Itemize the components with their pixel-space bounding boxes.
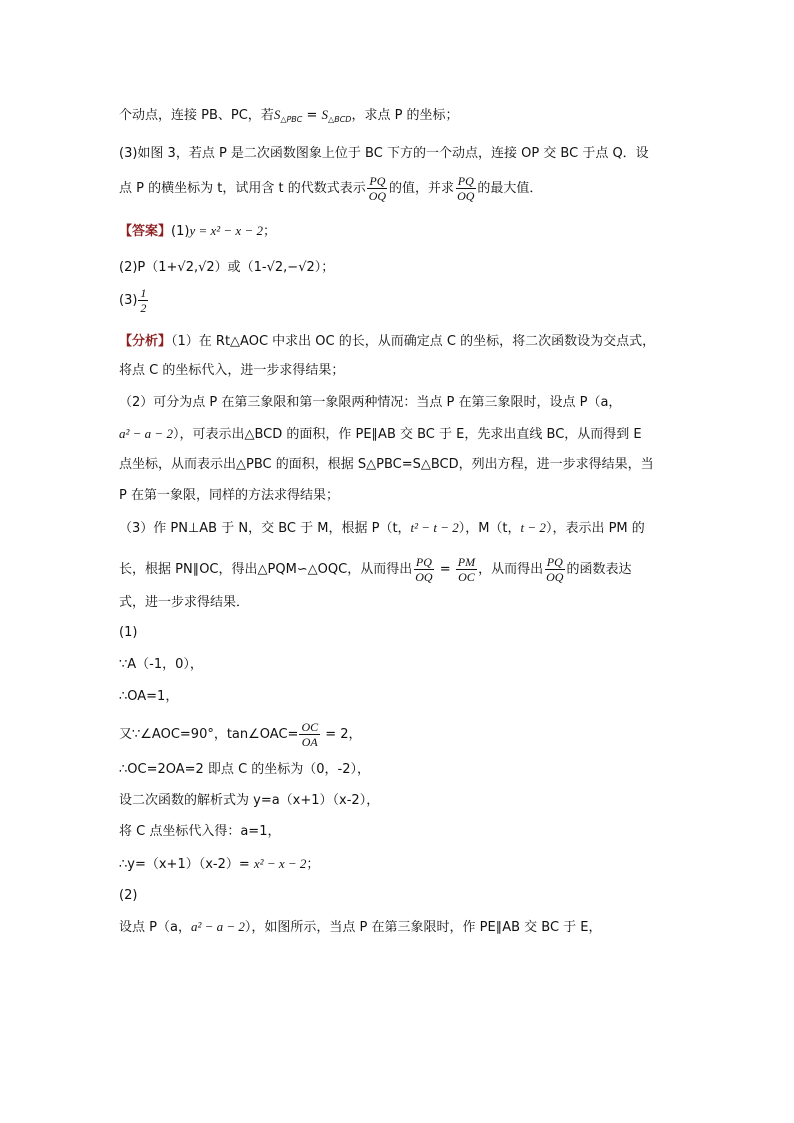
q3-text-a: 点 P 的横坐标为 t，试用含 t 的代数式表示 [119,181,366,196]
answer-line-1 [119,222,276,241]
answer-1-end: ； [262,224,276,239]
fraction-pq-oq-2: $\frac{PQ}{OQ}$ [457,174,475,203]
answer-1-label: (1) [171,224,190,239]
solution-text-4a: 又∵∠AOC=90°，tan∠OAC= [119,727,299,742]
solution-line-4 [119,720,362,749]
analysis-line-6: P 在第一象限，同样的方法求得结果； [119,488,339,503]
analysis-text-7b: ），M（t， [458,521,521,536]
analysis-line-4 [119,425,642,444]
area-subscript-bcd: △BCD [328,115,352,124]
solution-line-1: (1) [119,625,138,640]
fraction-oc-oa: $\frac{OC}{OA}$ [301,720,319,749]
answer-line-3 [119,286,149,315]
analysis-line-1 [119,333,655,351]
solution-formula-8: x² − x − 2 [253,856,307,871]
solution-line-3: ∴OA=1， [119,689,179,704]
analysis-line-3: （2）可分为点 P 在第三象限和第一象限两种情况：当点 P 在第三象限时，设点 P（a， [119,395,622,410]
solution-text-10a: 设点 P（a， [119,920,191,935]
solution-line-6: 设二次函数的解析式为 y=a（x+1）（x-2）， [119,793,380,808]
answer-3-label: (3) [119,293,138,308]
analysis-equals: = [435,562,455,577]
solution-formula-10: a² − a − 2 [190,919,245,934]
answer-line-2: (2)P（1+√2,√2）或（1-√2,−√2）； [119,260,335,275]
fraction-pq-oq: $\frac{PQ}{OQ}$ [368,174,387,203]
analysis-line-2: 将点 C 的坐标代入，进一步求得结果； [119,363,345,378]
answer-tag: 【答案】 [119,224,172,239]
q3-line-1: (3)如图 3，若点 P 是二次函数图象上位于 BC 下方的一个动点，连接 OP 交 BC 于点 Q．设 [119,146,649,161]
solution-line-8 [119,855,319,874]
area-symbol-2: S [321,107,329,122]
fraction-one-half: $\frac{1}{2}$ [140,286,147,315]
solution-text-8a: ∴y=（x+1）（x-2）= [119,857,254,872]
analysis-text-8a: 长，根据 PN∥OC，得出△PQM∽△OQC，从而得出 [119,562,413,577]
analysis-formula-t2: t − 2 [520,520,546,535]
analysis-line-7 [119,519,645,538]
q3-text-b: 的值，并求 [389,181,455,196]
equals-sign: = [302,108,322,123]
q2-text-line [119,106,459,129]
analysis-formula-t: t² − t − 2 [410,520,459,535]
solution-text-10b: ），如图所示，当点 P 在第三象限时，作 PE∥AB 交 BC 于 E， [244,920,602,935]
analysis-text-7a: （3）作 PN⊥AB 于 N，交 BC 于 M，根据 P（t， [119,521,411,536]
analysis-text-4: ），可表示出△BCD 的面积，作 PE∥AB 交 BC 于 E，先求出直线 BC，从而得到 E [172,427,642,442]
solution-text-8b: ； [306,857,320,872]
q2-text-b: ，求点 P 的坐标； [351,108,459,123]
area-subscript-pbc: △PBC [280,115,303,124]
q3-line-2 [119,174,542,203]
fraction-pm-oc: $\frac{PM}{OC}$ [457,555,476,584]
solution-line-2: ∵A（-1，0）， [119,657,203,672]
analysis-line-9: 式，进一步求得结果． [119,595,250,610]
solution-line-5: ∴OC=2OA=2 即点 C 的坐标为（0，-2）， [119,762,371,777]
fraction-pq-oq-4: $\frac{PQ}{OQ}$ [546,555,564,584]
answer-1-formula: y = x² − x − 2 [189,223,263,238]
analysis-text-8c: 的函数表达 [566,562,632,577]
solution-line-9: (2) [119,888,138,903]
fraction-pq-oq-3: $\frac{PQ}{OQ}$ [415,555,433,584]
area-symbol-1: S [273,107,281,122]
solution-line-10 [119,918,602,937]
analysis-tag: 【分析】 [119,334,172,349]
q3-text-c: 的最大值． [477,181,543,196]
analysis-text-1: （1）在 Rt△AOC 中求出 OC 的长，从而确定点 C 的坐标，将二次函数设为交点式， [171,334,656,349]
analysis-line-5: 点坐标，从而表示出△PBC 的面积，根据 S△PBC=S△BCD，列出方程，进一步求得结果，当 [119,457,654,472]
solution-line-7: 将 C 点坐标代入得：a=1， [119,824,281,839]
analysis-formula-a: a² − a − 2 [119,426,173,441]
analysis-text-7c: ），表示出 PM 的 [545,521,645,536]
q2-text-a: 个动点，连接 PB、PC，若 [119,108,274,123]
solution-text-4b: = 2， [321,727,362,742]
analysis-line-8 [119,555,631,584]
analysis-text-8b: ，从而得出 [478,562,544,577]
